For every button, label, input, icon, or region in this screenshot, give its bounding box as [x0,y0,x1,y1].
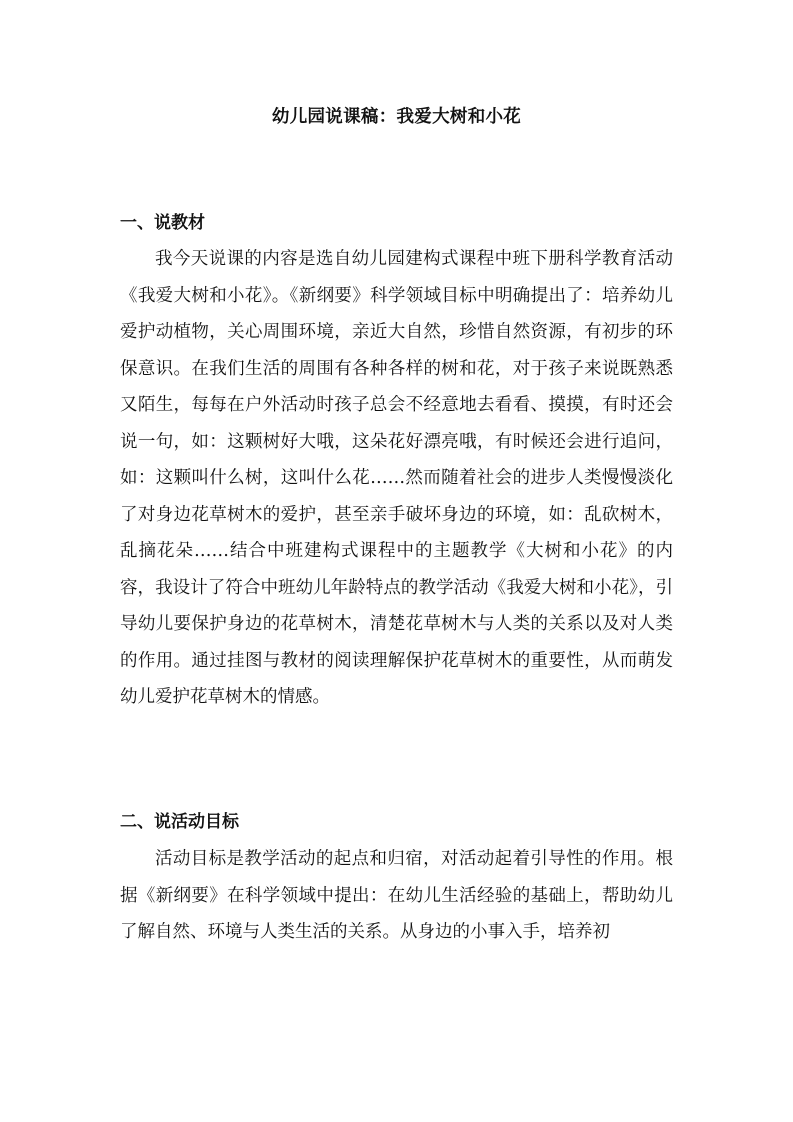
document-title: 幼儿园说课稿：我爱大树和小花 [271,107,522,127]
section-paragraph-teaching-material: 我今天说课的内容是选自幼儿园建构式课程中班下册科学教育活动《我爱大树和小花》。《新纲要》科学领域目标中明确提出了：培养幼儿爱护动植物，关心周围环境，亲近大自然，珍惜自然资源，有初步的环保意识。在我们生活的周围有各种各样的树和花，对于孩子来说既熟悉又陌生，每每在户外活动时孩子总会不经意地去看看、摸摸，有时还会说一句，如：这颗树好大哦，这朵花好漂亮哦，有时候还会进行追问，如：这颗叫什么树，这叫什么花……然而随着社会的进步人类慢慢淡化了对身边花草树木的爱护，甚至亲手破坏身边的环境，如：乱砍树木，乱摘花朵……结合中班建构式课程中的主题教学《大树和小花》的内容，我设计了符合中班幼儿年龄特点的教学活动《我爱大树和小花》，引导幼儿要保护身边的花草树木，清楚花草树木与人类的关系以及对人类的作用。通过挂图与教材的阅读理解保护花草树木的重要性，从而萌发幼儿爱护花草树木的情感。 [120,249,673,707]
section-paragraph-activity-goals: 活动目标是教学活动的起点和归宿，对活动起着引导性的作用。根据《新纲要》在科学领域中提出：在幼儿生活经验的基础上，帮助幼儿了解自然、环境与人类生活的关系。从身边的小事入手，培养初 [120,849,673,942]
section-heading-teaching-material: 一、说教材 [120,213,205,233]
section-heading-activity-goals: 二、说活动目标 [120,812,239,832]
